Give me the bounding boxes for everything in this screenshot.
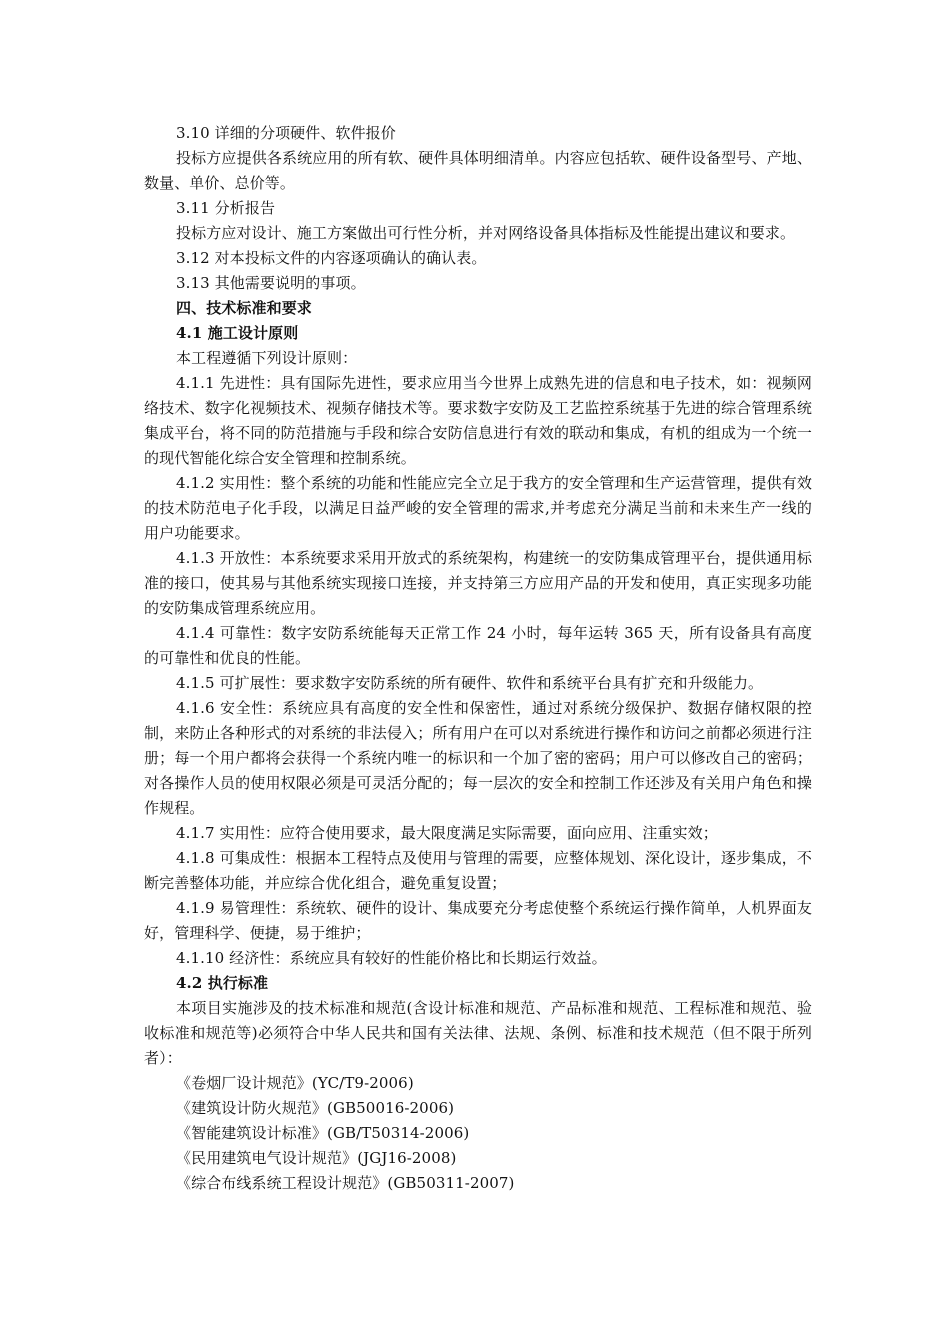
- paragraph: 4.1.6 安全性：系统应具有高度的安全性和保密性，通过对系统分级保护、数据存储权限的控制，来防止各种形式的对系统的非法侵入；所有用户在可以对系统进行操作和访问之前都必须进行注册；每一个用户都将会获得一个系统内唯一的标识和一个加了密的密码；用户可以修改自己的密码；对各操作人员的使用权限必须是可灵活分配的；每一层次的安全和控制工作还涉及有关用户角色和操作规程。: [144, 699, 812, 817]
- standard-list-item: 《民用建筑电气设计规范》(JGJ16-2008): [176, 1149, 457, 1167]
- paragraph: 4.1.9 易管理性：系统软、硬件的设计、集成要充分考虑使整个系统运行操作简单，人机界面友好，管理科学、便捷，易于维护；: [144, 899, 812, 942]
- paragraph: 3.12 对本投标文件的内容逐项确认的确认表。: [176, 249, 487, 267]
- paragraph: 4.1.4 可靠性：数字安防系统能每天正常工作 24 小时，每年运转 365 天，所有设备具有高度的可靠性和优良的性能。: [144, 624, 812, 667]
- paragraph: 4.1.2 实用性：整个系统的功能和性能应完全立足于我方的安全管理和生产运营管理，提供有效的技术防范电子化手段，以满足日益严峻的安全管理的需求,并考虑充分满足当前和未来生产一线的用户功能要求。: [144, 474, 812, 542]
- section-heading: 4.2 执行标准: [176, 974, 269, 992]
- paragraph: 4.1.10 经济性：系统应具有较好的性能价格比和长期运行效益。: [176, 949, 607, 967]
- section-heading: 四、技术标准和要求: [176, 299, 312, 317]
- standard-list-item: 《智能建筑设计标准》(GB/T50314-2006): [176, 1124, 470, 1142]
- paragraph: 4.1.7 实用性：应符合使用要求，最大限度满足实际需要，面向应用、注重实效；: [176, 824, 718, 842]
- paragraph: 3.11 分析报告: [176, 199, 276, 217]
- paragraph: 3.10 详细的分项硬件、软件报价: [176, 124, 396, 142]
- standard-list-item: 《建筑设计防火规范》(GB50016-2006): [176, 1099, 455, 1117]
- paragraph: 投标方应提供各系统应用的所有软、硬件具体明细清单。内容应包括软、硬件设备型号、产地、数量、单价、总价等。: [144, 149, 812, 192]
- standard-list-item: 《卷烟厂设计规范》(YC/T9-2006): [176, 1074, 414, 1092]
- paragraph: 投标方应对设计、施工方案做出可行性分析，并对网络设备具体指标及性能提出建议和要求。: [176, 224, 796, 242]
- paragraph: 本工程遵循下列设计原则：: [176, 349, 358, 367]
- paragraph: 4.1.3 开放性：本系统要求采用开放式的系统架构，构建统一的安防集成管理平台，提供通用标准的接口，使其易与其他系统实现接口连接，并支持第三方应用产品的开发和使用，真正实现多功能的安防集成管理系统应用。: [144, 549, 812, 617]
- section-heading: 4.1 施工设计原则: [176, 324, 299, 342]
- paragraph: 本项目实施涉及的技术标准和规范(含设计标准和规范、产品标准和规范、工程标准和规范、验收标准和规范等)必须符合中华人民共和国有关法律、法规、条例、标准和技术规范（但不限于所列者）：: [144, 999, 812, 1067]
- paragraph: 4.1.5 可扩展性：要求数字安防系统的所有硬件、软件和系统平台具有扩充和升级能力。: [176, 674, 764, 692]
- paragraph: 4.1.8 可集成性：根据本工程特点及使用与管理的需要，应整体规划、深化设计，逐步集成，不断完善整体功能，并应综合优化组合，避免重复设置；: [144, 849, 812, 892]
- standard-list-item: 《综合布线系统工程设计规范》(GB50311-2007): [176, 1174, 515, 1192]
- paragraph: 3.13 其他需要说明的事项。: [176, 274, 366, 292]
- paragraph: 4.1.1 先进性：具有国际先进性，要求应用当今世界上成熟先进的信息和电子技术，如：视频网络技术、数字化视频技术、视频存储技术等。要求数字安防及工艺监控系统基于先进的综合管理系统集成平台，将不同的防范措施与手段和综合安防信息进行有效的联动和集成，有机的组成为一个统一的现代智能化综合安全管理和控制系统。: [144, 374, 812, 467]
- document-body: [144, 121, 812, 1196]
